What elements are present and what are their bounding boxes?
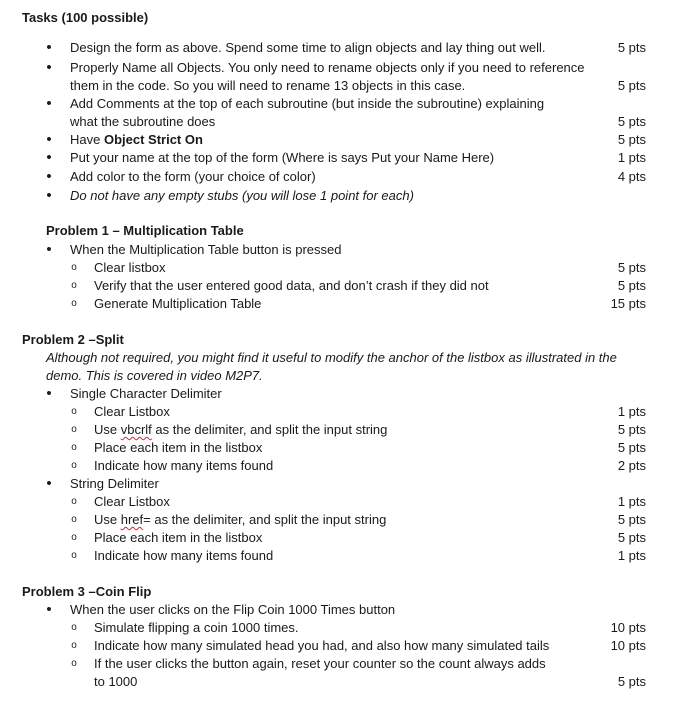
problem1-verify-points: 5 pts — [617, 278, 646, 293]
circle-bullet-icon: o — [71, 622, 77, 633]
single-clear-points: 1 pts — [617, 404, 646, 419]
bullet-icon: • — [46, 39, 52, 56]
circle-bullet-icon: o — [71, 424, 77, 435]
bullet-icon: • — [46, 149, 52, 166]
problem2-note-line1: Although not required, you might find it useful to modify the anchor of the listbox as illustrated in the — [46, 350, 617, 365]
circle-bullet-icon: o — [71, 532, 77, 543]
single-clear-text: Clear Listbox — [94, 404, 170, 419]
bullet-icon: • — [46, 241, 52, 258]
single-split-text — [94, 421, 387, 439]
problem3-simulate-points: 10 pts — [610, 620, 646, 635]
task-naming-text-line1: Properly Name all Objects. You only need to rename objects only if you need to reference — [70, 60, 585, 75]
task-design-text: Design the form as above. Spend some time to align objects and lay thing out well. — [70, 40, 546, 55]
problem1-generate-text: Generate Multiplication Table — [94, 296, 262, 311]
bullet-icon: • — [46, 95, 52, 112]
string-split-keyword: href — [120, 512, 144, 527]
task-color-points: 4 pts — [617, 169, 646, 184]
task-strict-text — [70, 131, 203, 149]
tasks-heading: Tasks (100 possible) — [22, 10, 149, 25]
bullet-icon: • — [46, 131, 52, 148]
string-count-text: Indicate how many items found — [94, 548, 274, 563]
task-color-text: Add color to the form (your choice of color) — [70, 169, 316, 184]
problem2-note-line2: demo. This is covered in video M2P7. — [46, 368, 263, 383]
task-naming-points: 5 pts — [617, 78, 646, 93]
bullet-icon: • — [46, 601, 52, 618]
task-comments-text-line1: Add Comments at the top of each subroutine (but inside the subroutine) explaining — [70, 96, 545, 111]
task-strict-points: 5 pts — [617, 132, 646, 147]
string-place-points: 5 pts — [617, 530, 646, 545]
single-place-points: 5 pts — [617, 440, 646, 455]
problem2-heading: Problem 2 –Split — [22, 332, 124, 347]
single-place-text: Place each item in the listbox — [94, 440, 263, 455]
bullet-icon: • — [46, 475, 52, 492]
string-clear-text: Clear Listbox — [94, 494, 170, 509]
problem3-reset-text-line1: If the user clicks the button again, reset your counter so the count always adds — [94, 656, 546, 671]
circle-bullet-icon: o — [71, 298, 77, 309]
problem1-bullet: When the Multiplication Table button is pressed — [70, 242, 342, 257]
single-split-points: 5 pts — [617, 422, 646, 437]
problem3-reset-points: 5 pts — [617, 674, 646, 689]
circle-bullet-icon: o — [71, 550, 77, 561]
circle-bullet-icon: o — [71, 406, 77, 417]
string-split-points: 5 pts — [617, 512, 646, 527]
bullet-icon: • — [46, 187, 52, 204]
circle-bullet-icon: o — [71, 262, 77, 273]
circle-bullet-icon: o — [71, 496, 77, 507]
task-design-points: 5 pts — [617, 40, 646, 55]
circle-bullet-icon: o — [71, 280, 77, 291]
task-name-points: 1 pts — [617, 150, 646, 165]
single-split-suffix: as the delimiter, and split the input string — [151, 422, 388, 437]
problem1-clear-points: 5 pts — [617, 260, 646, 275]
single-count-text: Indicate how many items found — [94, 458, 274, 473]
problem1-generate-points: 15 pts — [610, 296, 646, 311]
circle-bullet-icon: o — [71, 640, 77, 651]
single-count-points: 2 pts — [617, 458, 646, 473]
bullet-icon: • — [46, 385, 52, 402]
single-delimiter-label: Single Character Delimiter — [70, 386, 222, 401]
task-comments-text-line2: what the subroutine does — [70, 114, 216, 129]
problem3-simulate-text: Simulate flipping a coin 1000 times. — [94, 620, 299, 635]
task-stubs-text: Do not have any empty stubs (you will lose 1 point for each) — [70, 188, 414, 203]
single-split-prefix: Use — [94, 422, 121, 437]
string-split-text — [94, 511, 386, 529]
string-clear-points: 1 pts — [617, 494, 646, 509]
circle-bullet-icon: o — [71, 514, 77, 525]
problem3-reset-text-line2: to 1000 — [94, 674, 138, 689]
circle-bullet-icon: o — [71, 658, 77, 669]
single-split-keyword: vbcrlf — [120, 422, 152, 437]
string-split-prefix: Use — [94, 512, 121, 527]
task-name-text: Put your name at the top of the form (Where is says Put your Name Here) — [70, 150, 495, 165]
problem1-heading: Problem 1 – Multiplication Table — [46, 223, 244, 238]
bullet-icon: • — [46, 59, 52, 76]
task-naming-text-line2: them in the code. So you will need to rename 13 objects in this case. — [70, 78, 466, 93]
problem3-bullet: When the user clicks on the Flip Coin 1000 Times button — [70, 602, 396, 617]
string-delimiter-label: String Delimiter — [70, 476, 159, 491]
string-place-text: Place each item in the listbox — [94, 530, 263, 545]
circle-bullet-icon: o — [71, 442, 77, 453]
task-strict-prefix: Have — [70, 132, 104, 147]
string-count-points: 1 pts — [617, 548, 646, 563]
problem1-verify-text: Verify that the user entered good data, and don’t crash if they did not — [94, 278, 489, 293]
problem3-indicate-points: 10 pts — [610, 638, 646, 653]
problem3-indicate-text: Indicate how many simulated head you had, and also how many simulated tails — [94, 638, 550, 653]
string-split-suffix: = as the delimiter, and split the input string — [143, 512, 387, 527]
bullet-icon: • — [46, 168, 52, 185]
task-comments-points: 5 pts — [617, 114, 646, 129]
problem1-clear-text: Clear listbox — [94, 260, 166, 275]
circle-bullet-icon: o — [71, 460, 77, 471]
problem3-heading: Problem 3 –Coin Flip — [22, 584, 152, 599]
task-strict-bold: Object Strict On — [103, 132, 203, 147]
